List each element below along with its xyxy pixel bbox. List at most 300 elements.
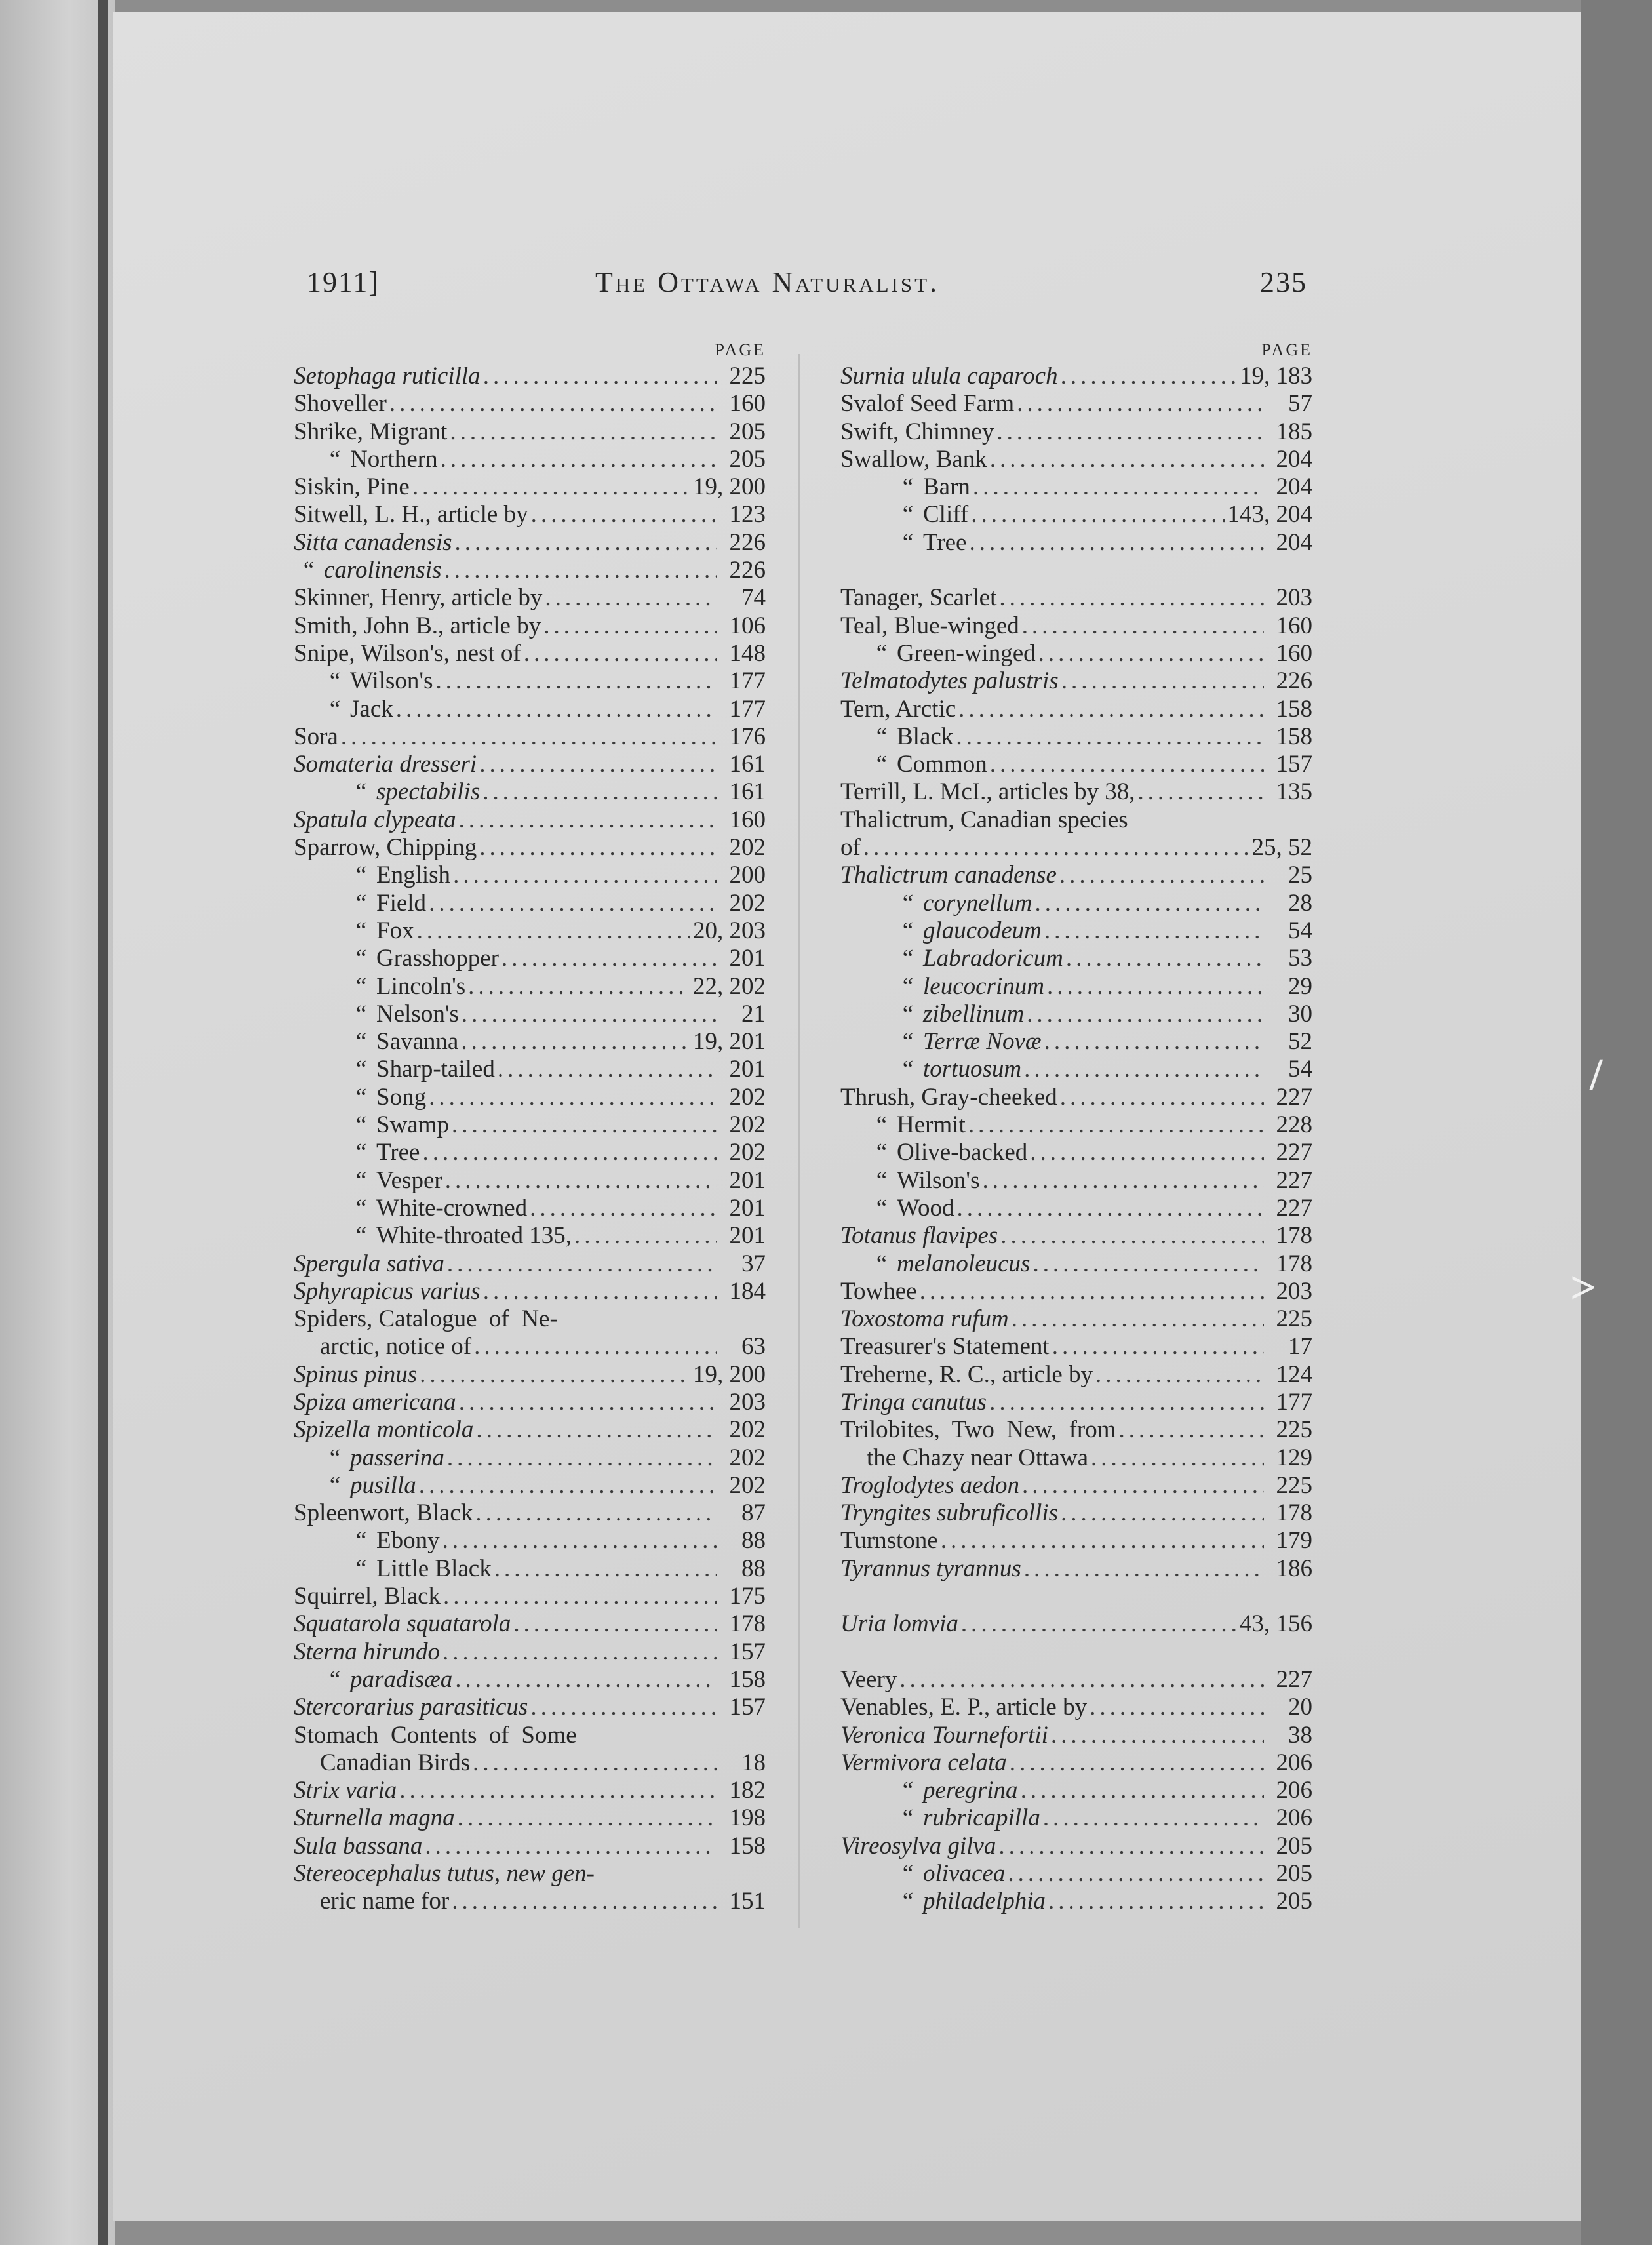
entry-label: Towhee bbox=[840, 1277, 917, 1305]
entry-label: Swift, Chimney bbox=[840, 418, 994, 445]
entry-page-ref: 205 bbox=[729, 445, 766, 473]
index-entry bbox=[294, 1167, 766, 1195]
entry-label: Shoveller bbox=[294, 390, 387, 418]
entry-label: Tree bbox=[376, 1139, 420, 1166]
leader-dots bbox=[982, 1167, 1264, 1195]
index-entry bbox=[294, 667, 766, 695]
ditto-mark: “ bbox=[355, 917, 367, 944]
leader-dots bbox=[1027, 1001, 1264, 1028]
entry-page-ref: 151 bbox=[729, 1888, 766, 1915]
index-entry bbox=[294, 1139, 766, 1166]
entry-label: glaucodeum bbox=[923, 917, 1042, 944]
entry-page-ref: 178 bbox=[729, 1610, 766, 1638]
leader-dots bbox=[461, 1028, 690, 1056]
entry-label: Telmatodytes palustris bbox=[840, 667, 1059, 695]
entry-label: Tern, Arctic bbox=[840, 695, 956, 723]
entry-page-ref: 227 bbox=[1276, 1665, 1312, 1693]
ditto-mark: “ bbox=[876, 639, 888, 667]
entry-label: leucocrinum bbox=[923, 972, 1044, 1000]
leader-dots bbox=[459, 1389, 717, 1416]
entry-page-ref: 226 bbox=[729, 557, 766, 584]
entry-page-ref: 203 bbox=[1276, 1277, 1312, 1305]
entry-page-ref: 186 bbox=[1276, 1555, 1312, 1582]
entry-label: tortuosum bbox=[923, 1056, 1022, 1083]
leader-dots bbox=[941, 1527, 1264, 1555]
entry-label: Wilson's bbox=[350, 667, 433, 695]
entry-label: Shrike, Migrant bbox=[294, 418, 448, 445]
entry-page-ref: 202 bbox=[729, 1444, 766, 1471]
leader-dots bbox=[1051, 1722, 1264, 1749]
index-entry bbox=[294, 1028, 766, 1056]
index-entry bbox=[294, 1583, 766, 1610]
index-entry bbox=[840, 1195, 1312, 1222]
entry-label: Spatula clypeata bbox=[294, 806, 456, 833]
entry-label: White-throated 135, bbox=[376, 1222, 572, 1250]
ditto-mark: “ bbox=[902, 1888, 914, 1915]
index-entry bbox=[294, 557, 766, 584]
entry-page-ref: 43, 156 bbox=[1240, 1610, 1312, 1638]
entry-label: Wilson's bbox=[897, 1166, 980, 1194]
entry-label: Sharp-tailed bbox=[376, 1056, 495, 1083]
entry-label: Sula bassana bbox=[294, 1832, 423, 1859]
leader-dots bbox=[447, 1444, 717, 1472]
leader-dots bbox=[1030, 1139, 1264, 1166]
page-column-label: PAGE bbox=[715, 340, 766, 359]
entry-page-ref: 158 bbox=[729, 1665, 766, 1693]
index-column-left bbox=[294, 338, 766, 1916]
leader-dots bbox=[531, 501, 717, 528]
entry-page-ref: 178 bbox=[1276, 1250, 1312, 1277]
index-entry bbox=[840, 917, 1312, 945]
entry-label: Toxostoma rufum bbox=[840, 1305, 1009, 1333]
entry-page-ref: 148 bbox=[729, 639, 766, 667]
index-entry bbox=[840, 667, 1312, 695]
entry-label: Treasurer's Statement bbox=[840, 1333, 1050, 1361]
entry-page-ref: 202 bbox=[729, 1471, 766, 1499]
ditto-mark: “ bbox=[329, 1471, 341, 1499]
entry-page-ref: 177 bbox=[729, 667, 766, 695]
entry-page-ref: 175 bbox=[729, 1583, 766, 1610]
leader-dots bbox=[473, 1749, 717, 1777]
ditto-mark: “ bbox=[902, 945, 914, 972]
index-entry bbox=[294, 1361, 766, 1389]
entry-label: Black bbox=[897, 723, 954, 750]
index-entry bbox=[840, 612, 1312, 640]
leader-dots bbox=[530, 1195, 717, 1222]
entry-page-ref: 19, 200 bbox=[693, 473, 766, 501]
index-entry bbox=[840, 1500, 1312, 1527]
leader-dots bbox=[1060, 1084, 1264, 1111]
column-divider bbox=[798, 354, 800, 1928]
index-entry bbox=[294, 1333, 766, 1361]
entry-page-ref: 22, 202 bbox=[693, 972, 766, 1000]
index-entry bbox=[294, 1222, 766, 1250]
entry-page-ref: 202 bbox=[729, 1111, 766, 1139]
index-entry bbox=[294, 778, 766, 806]
ditto-mark: “ bbox=[876, 751, 888, 778]
entry-page-ref: 25 bbox=[1288, 862, 1312, 889]
entry-label: Hermit bbox=[897, 1111, 966, 1139]
entry-page-ref: 202 bbox=[729, 889, 766, 917]
ditto-mark: “ bbox=[355, 1194, 367, 1222]
leader-dots bbox=[863, 834, 1249, 862]
entry-label: Trilobites, Two New, from bbox=[840, 1416, 1116, 1444]
leader-dots bbox=[1010, 1749, 1264, 1777]
index-entry bbox=[294, 1833, 766, 1860]
entry-label: Vermivora celata bbox=[840, 1749, 1007, 1776]
entry-label: Spleenwort, Black bbox=[294, 1500, 473, 1527]
entry-label: Venables, E. P., article by bbox=[840, 1694, 1088, 1721]
leader-dots bbox=[458, 1804, 717, 1832]
ditto-mark: “ bbox=[355, 778, 367, 806]
index-entry bbox=[294, 751, 766, 778]
index-entry bbox=[840, 1084, 1312, 1111]
entry-label: corynellum bbox=[923, 889, 1032, 917]
leader-dots bbox=[1017, 390, 1264, 418]
leader-dots bbox=[474, 1333, 717, 1361]
ditto-mark: “ bbox=[876, 1194, 888, 1222]
entry-page-ref: 206 bbox=[1276, 1804, 1312, 1832]
index-entry bbox=[294, 418, 766, 446]
index-entry bbox=[840, 973, 1312, 1001]
index-entry bbox=[840, 529, 1312, 557]
entry-label: olivacea bbox=[923, 1860, 1006, 1888]
ditto-mark: “ bbox=[329, 695, 341, 723]
leader-dots bbox=[455, 1666, 717, 1694]
entry-label: rubricapilla bbox=[923, 1804, 1040, 1832]
index-entry bbox=[294, 1555, 766, 1583]
entry-page-ref: 157 bbox=[1276, 751, 1312, 778]
index-entry bbox=[840, 363, 1312, 390]
entry-page-ref: 225 bbox=[729, 363, 766, 389]
entry-label: Sterna hirundo bbox=[294, 1638, 441, 1665]
entry-label: Veery bbox=[840, 1665, 897, 1693]
leader-dots bbox=[479, 751, 717, 778]
leader-dots bbox=[341, 723, 717, 751]
entry-label: Smith, John B., article by bbox=[294, 612, 541, 639]
entry-page-ref: 17 bbox=[1288, 1333, 1312, 1361]
ditto-mark: “ bbox=[902, 473, 914, 501]
index-entry bbox=[294, 1305, 766, 1333]
entry-page-ref: 129 bbox=[1276, 1444, 1312, 1471]
leader-dots bbox=[420, 1361, 690, 1389]
index-entry bbox=[840, 806, 1312, 834]
entry-page-ref: 19, 201 bbox=[693, 1028, 766, 1056]
entry-label: Stomach Contents of Some bbox=[294, 1721, 577, 1749]
leader-dots bbox=[452, 1888, 717, 1915]
entry-label: Squatarola squatarola bbox=[294, 1610, 511, 1638]
index-entry bbox=[840, 1222, 1312, 1250]
entry-page-ref: 205 bbox=[1276, 1832, 1312, 1859]
index-entry bbox=[840, 446, 1312, 473]
leader-dots bbox=[1052, 1333, 1264, 1361]
index-entry bbox=[294, 612, 766, 640]
leader-dots bbox=[1044, 917, 1264, 945]
leader-dots bbox=[417, 917, 690, 945]
ditto-mark: “ bbox=[355, 1222, 367, 1250]
entry-page-ref: 88 bbox=[741, 1527, 766, 1555]
entry-label: Spinus pinus bbox=[294, 1361, 418, 1388]
entry-label: Teal, Blue-winged bbox=[840, 612, 1019, 639]
entry-page-ref: 158 bbox=[729, 1832, 766, 1859]
index-entry bbox=[840, 1111, 1312, 1139]
ditto-mark: “ bbox=[329, 445, 341, 473]
index-entry bbox=[840, 1167, 1312, 1195]
entry-page-ref: 201 bbox=[729, 945, 766, 972]
entry-label: Terræ Novæ bbox=[923, 1028, 1042, 1056]
entry-label: Vesper bbox=[376, 1166, 442, 1194]
index-entry bbox=[294, 890, 766, 917]
entry-label: Thrush, Gray-cheeked bbox=[840, 1083, 1057, 1111]
index-entry bbox=[294, 696, 766, 723]
page-column-label: PAGE bbox=[1261, 340, 1312, 359]
entry-page-ref: 158 bbox=[1276, 723, 1312, 750]
entry-label: Labradoricum bbox=[923, 945, 1063, 972]
ditto-mark: “ bbox=[329, 1444, 341, 1471]
entry-label: Stereocephalus tutus, new gen- bbox=[294, 1860, 595, 1888]
leader-dots bbox=[1059, 862, 1264, 889]
ditto-mark: “ bbox=[355, 889, 367, 917]
entry-label: passerina bbox=[350, 1444, 444, 1471]
entry-page-ref: 157 bbox=[729, 1638, 766, 1665]
index-entry bbox=[294, 1444, 766, 1472]
index-entry bbox=[294, 1278, 766, 1305]
leader-dots bbox=[1061, 667, 1264, 695]
leader-dots bbox=[1044, 1028, 1264, 1056]
index-entry bbox=[294, 446, 766, 473]
leader-dots bbox=[1047, 973, 1264, 1001]
entry-label: the Chazy near Ottawa bbox=[867, 1444, 1088, 1471]
entry-page-ref: 225 bbox=[1276, 1416, 1312, 1444]
index-entry bbox=[840, 1694, 1312, 1721]
leader-dots bbox=[452, 1111, 717, 1139]
entry-page-ref: 185 bbox=[1276, 418, 1312, 445]
index-entry bbox=[840, 751, 1312, 778]
index-entry bbox=[294, 1084, 766, 1111]
leader-dots bbox=[574, 1222, 717, 1250]
leader-dots bbox=[498, 1056, 717, 1083]
index-entry bbox=[294, 501, 766, 528]
entry-page-ref: 53 bbox=[1288, 945, 1312, 972]
index-entry bbox=[294, 1666, 766, 1694]
entry-label: Tree bbox=[923, 528, 967, 556]
ditto-mark: “ bbox=[876, 723, 888, 750]
leader-dots bbox=[419, 1472, 717, 1500]
index-entry bbox=[294, 973, 766, 1001]
entry-label: of bbox=[840, 834, 861, 862]
entry-label: peregrina bbox=[923, 1777, 1018, 1804]
leader-dots bbox=[1119, 1416, 1264, 1444]
scan-background bbox=[1581, 0, 1652, 2245]
entry-page-ref: 225 bbox=[1276, 1471, 1312, 1499]
entry-label: spectabilis bbox=[376, 778, 481, 806]
entry-page-ref: 106 bbox=[729, 612, 766, 639]
entry-page-ref: 198 bbox=[729, 1804, 766, 1832]
index-entry bbox=[294, 1389, 766, 1416]
index-entry bbox=[294, 390, 766, 418]
scan-mark: / bbox=[1590, 1050, 1603, 1100]
leader-dots bbox=[899, 1666, 1264, 1694]
ditto-mark: “ bbox=[355, 1000, 367, 1027]
index-entry bbox=[840, 723, 1312, 751]
entry-page-ref: 178 bbox=[1276, 1222, 1312, 1250]
index-entry bbox=[840, 1333, 1312, 1361]
leader-dots bbox=[958, 696, 1264, 723]
ditto-mark: “ bbox=[902, 501, 914, 528]
entry-page-ref: 205 bbox=[729, 418, 766, 445]
entry-page-ref: 21 bbox=[741, 1000, 766, 1027]
entry-page-ref: 202 bbox=[729, 834, 766, 862]
index-entry bbox=[294, 1610, 766, 1638]
entry-label: Fox bbox=[376, 917, 414, 944]
entry-page-ref: 205 bbox=[1276, 1860, 1312, 1888]
entry-label: Lincoln's bbox=[376, 972, 466, 1000]
leader-dots bbox=[483, 363, 717, 390]
entry-label: Treherne, R. C., article by bbox=[840, 1361, 1093, 1388]
index-entry bbox=[294, 473, 766, 501]
entry-label: English bbox=[376, 862, 451, 889]
entry-page-ref: 161 bbox=[729, 778, 766, 806]
index-entry bbox=[840, 1555, 1312, 1583]
entry-label: Field bbox=[376, 889, 427, 917]
leader-dots bbox=[990, 751, 1264, 778]
index-entry bbox=[294, 1111, 766, 1139]
index-entry bbox=[840, 1749, 1312, 1777]
entry-label: Sturnella magna bbox=[294, 1804, 455, 1832]
leader-dots bbox=[513, 1610, 717, 1638]
index-entry bbox=[294, 1416, 766, 1444]
entry-label: Setophaga ruticilla bbox=[294, 363, 481, 389]
entry-label: Little Black bbox=[376, 1555, 492, 1582]
ditto-mark: “ bbox=[303, 557, 315, 584]
leader-dots bbox=[450, 418, 717, 446]
index-entry bbox=[294, 862, 766, 889]
entry-page-ref: 204 bbox=[1276, 445, 1312, 473]
leader-dots bbox=[453, 862, 717, 889]
entry-label: Green-winged bbox=[897, 639, 1036, 667]
entry-label: Tryngites subruficollis bbox=[840, 1500, 1059, 1527]
index-entry bbox=[840, 1888, 1312, 1915]
leader-dots bbox=[396, 696, 717, 723]
index-entry bbox=[294, 1749, 766, 1777]
entry-page-ref: 226 bbox=[729, 528, 766, 556]
entry-page-ref: 160 bbox=[1276, 639, 1312, 667]
ditto-mark: “ bbox=[355, 1139, 367, 1166]
leader-dots bbox=[956, 723, 1264, 751]
leader-dots bbox=[468, 973, 690, 1001]
index-entry bbox=[840, 1389, 1312, 1416]
entry-page-ref: 182 bbox=[729, 1777, 766, 1804]
index-entry bbox=[294, 529, 766, 557]
entry-page-ref: 25, 52 bbox=[1251, 834, 1312, 862]
entry-label: Swallow, Bank bbox=[840, 445, 987, 473]
entry-page-ref: 178 bbox=[1276, 1500, 1312, 1527]
entry-page-ref: 123 bbox=[729, 501, 766, 528]
leader-dots bbox=[494, 1555, 717, 1583]
ditto-mark: “ bbox=[902, 1804, 914, 1832]
leader-dots bbox=[968, 1111, 1264, 1139]
index-entry bbox=[294, 806, 766, 834]
leader-dots bbox=[1024, 1555, 1264, 1583]
index-entry bbox=[294, 1056, 766, 1083]
index-entry bbox=[840, 1583, 1312, 1610]
entry-label: White-crowned bbox=[376, 1194, 528, 1222]
leader-dots bbox=[920, 1278, 1264, 1305]
index-entry bbox=[294, 1804, 766, 1832]
entry-page-ref: 206 bbox=[1276, 1777, 1312, 1804]
entry-page-ref: 205 bbox=[1276, 1888, 1312, 1915]
index-entry bbox=[840, 1804, 1312, 1832]
entry-label: Sitwell, L. H., article by bbox=[294, 501, 528, 528]
binding-spine bbox=[98, 0, 108, 2245]
entry-label: Skinner, Henry, article by bbox=[294, 584, 543, 612]
entry-page-ref: 20, 203 bbox=[693, 917, 766, 944]
entry-page-ref: 179 bbox=[1276, 1527, 1312, 1555]
entry-label: Tanager, Scarlet bbox=[840, 584, 997, 612]
index-column-right bbox=[840, 338, 1312, 1916]
ditto-mark: “ bbox=[355, 862, 367, 889]
entry-page-ref: 160 bbox=[729, 806, 766, 833]
entry-page-ref: 160 bbox=[729, 390, 766, 418]
index-entry bbox=[840, 1056, 1312, 1083]
entry-page-ref: 226 bbox=[1276, 667, 1312, 695]
index-entry bbox=[840, 1444, 1312, 1472]
index-entry bbox=[840, 1666, 1312, 1694]
entry-label: Canadian Birds bbox=[320, 1749, 471, 1776]
entry-label: Veronica Tournefortii bbox=[840, 1721, 1048, 1749]
entry-label: Thalictrum, Canadian species bbox=[840, 806, 1128, 833]
entry-label: zibellinum bbox=[923, 1000, 1025, 1027]
entry-page-ref: 202 bbox=[729, 1083, 766, 1111]
leader-dots bbox=[455, 529, 717, 557]
entry-page-ref: 201 bbox=[729, 1166, 766, 1194]
index-entry bbox=[294, 584, 766, 612]
index-entry bbox=[294, 1195, 766, 1222]
leader-dots bbox=[1008, 1860, 1264, 1888]
entry-page-ref: 143, 204 bbox=[1227, 501, 1312, 528]
entry-label: Surnia ulula caparoch bbox=[840, 363, 1058, 389]
leader-dots bbox=[444, 557, 717, 584]
entry-page-ref: 74 bbox=[741, 584, 766, 612]
entry-label: melanoleucus bbox=[897, 1250, 1031, 1277]
index-entry bbox=[840, 1250, 1312, 1278]
entry-page-ref: 87 bbox=[741, 1500, 766, 1527]
entry-page-ref: 204 bbox=[1276, 473, 1312, 501]
entry-page-ref: 227 bbox=[1276, 1139, 1312, 1166]
entry-page-ref: 160 bbox=[1276, 612, 1312, 639]
ditto-mark: “ bbox=[355, 972, 367, 1000]
index-entry bbox=[294, 363, 766, 390]
ditto-mark: “ bbox=[355, 1527, 367, 1555]
entry-label: Sphyrapicus varius bbox=[294, 1277, 481, 1305]
leader-dots bbox=[1138, 778, 1265, 806]
ditto-mark: “ bbox=[902, 889, 914, 917]
entry-label: Spizella monticola bbox=[294, 1416, 474, 1444]
entry-page-ref: 18 bbox=[741, 1749, 766, 1776]
leader-dots bbox=[973, 473, 1264, 501]
entry-page-ref: 38 bbox=[1288, 1721, 1312, 1749]
entry-label: Grasshopper bbox=[376, 945, 500, 972]
entry-page-ref: 201 bbox=[729, 1222, 766, 1250]
leader-dots bbox=[1061, 363, 1237, 390]
entry-page-ref: 228 bbox=[1276, 1111, 1312, 1139]
entry-label: Snipe, Wilson's, nest of bbox=[294, 639, 521, 667]
leader-dots bbox=[447, 1250, 717, 1278]
leader-dots bbox=[543, 612, 717, 640]
leader-dots bbox=[996, 418, 1264, 446]
entry-page-ref: 63 bbox=[741, 1333, 766, 1361]
entry-page-ref: 19, 200 bbox=[693, 1361, 766, 1388]
